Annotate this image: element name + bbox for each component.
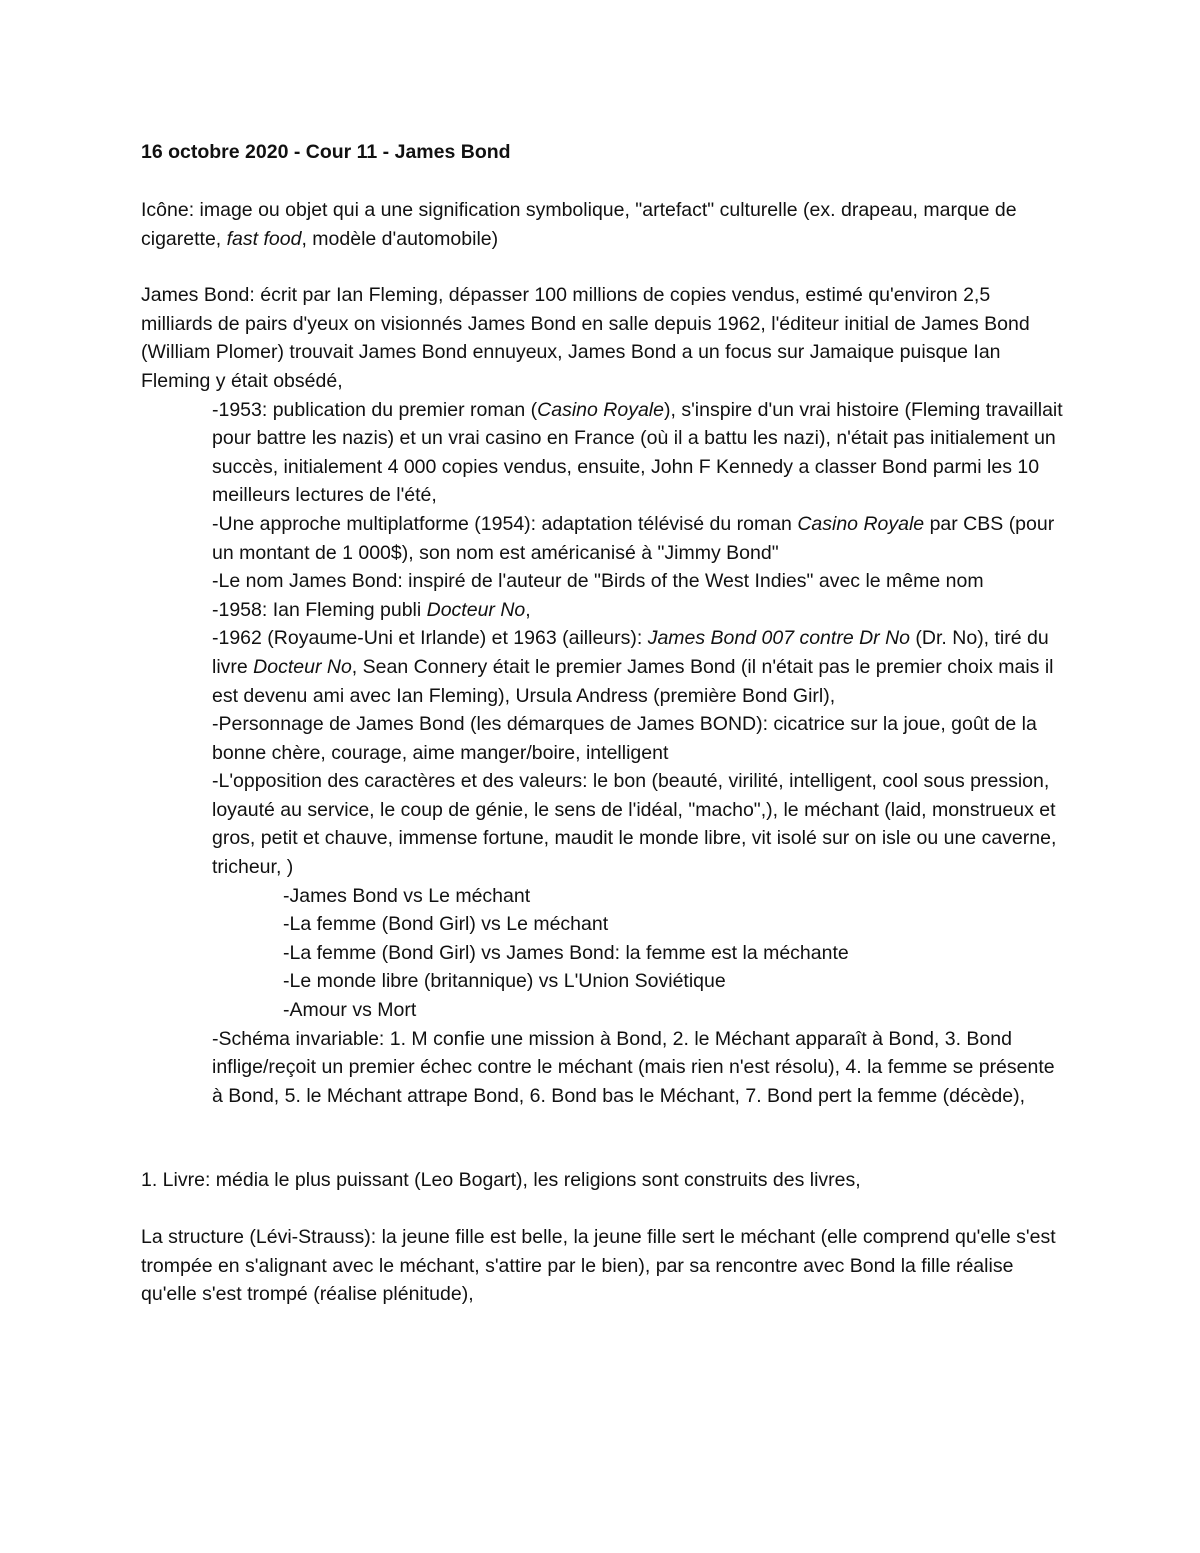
item-1962-text-c: (Dr. No), tiré du livre	[212, 627, 1049, 678]
sub-item: -Le monde libre (britannique) vs L'Union Soviétique	[283, 970, 726, 993]
item-1953-text-a: -1953: publication du premier roman (	[212, 398, 538, 421]
item-1962-italic-film: James Bond 007 contre Dr No	[647, 627, 911, 650]
icone-italic: fast food	[226, 227, 302, 250]
item-1958-text-a: -1958: Ian Fleming publi	[212, 598, 427, 621]
structure-paragraph: La structure (Lévi-Strauss): la jeune fille est belle, la jeune fille sert le méchant (elle comprend qu'elle s'est trompée en s'alignant avec le méchant, s'attire par le bien), par sa rencontre avec Bond la fille réalise qu'elle s'est trompé (réalise plénitude),	[141, 1226, 1056, 1306]
item-multiplatforme	[212, 510, 1066, 567]
icone-text-1: Icône: image ou objet qui a une signification symbolique, "artefact" culturelle (ex. drapeau, marque de cigarette,	[141, 199, 1017, 250]
icone-text-2: , modèle d'automobile)	[301, 227, 499, 250]
sub-item: -James Bond vs Le méchant	[283, 884, 531, 907]
item-multi-text-a: -Une approche multiplatforme (1954): adaptation télévisé du roman	[212, 512, 798, 535]
item-schema: -Schéma invariable: 1. M confie une mission à Bond, 2. le Méchant apparaît à Bond, 3. Bond inflige/reçoit un premier échec contre le méchant (mais rien n'est résolu), 4. la femme se présente à Bond, 5. le Méchant attrape Bond, 6. Bond bas le Méchant, 7. Bond pert la femme (décède),	[212, 1027, 1055, 1107]
item-1953	[212, 396, 1066, 510]
item-multi-italic: Casino Royale	[797, 512, 925, 535]
item-1962-text-e: , Sean Connery était le premier James Bond (il n'était pas le premier choix mais il est devenu ami avec Ian Fleming), Ursula Andress (première Bond Girl),	[212, 655, 1054, 707]
item-1958-text-c: ,	[525, 598, 531, 621]
icone-definition	[141, 196, 1066, 253]
james-bond-intro: James Bond: écrit par Ian Fleming, dépasser 100 millions de copies vendus, estimé qu'environ 2,5 milliards de pairs d'yeux on visionnés James Bond en salle depuis 1962, l'éditeur initial de James Bond (William Plomer) trouvait James Bond ennuyeux, James Bond a un focus sur Jamaique puisque Ian Fleming y était obsédé,	[141, 284, 1030, 392]
item-nom: -Le nom James Bond: inspiré de l'auteur de "Birds of the West Indies" avec le même nom	[212, 570, 984, 593]
item-opposition: -L'opposition des caractères et des valeurs: le bon (beauté, virilité, intelligent, cool sous pression, loyauté au service, le coup de génie, le sens de l'idéal, "macho",), le méchant (laid, monstrueux et gros, petit et chauve, immense fortune, maudit le monde libre, vit isolé sur on isle ou une caverne, tricheur, )	[212, 770, 1057, 879]
sub-item: -La femme (Bond Girl) vs Le méchant	[283, 913, 609, 936]
item-1962	[212, 624, 1066, 710]
sub-item: -La femme (Bond Girl) vs James Bond: la femme est la méchante	[283, 941, 849, 964]
item-multi-text-c: par CBS (pour un montant de 1 000$), son nom est américanisé à "Jimmy Bond"	[212, 512, 1055, 564]
item-1958	[212, 596, 1066, 625]
item-1962-italic-book: Docteur No	[253, 655, 352, 678]
document-page	[141, 138, 1066, 1309]
item-1953-text-c: ), s'inspire d'un vrai histoire (Fleming travaillait pour battre les nazis) et un vrai casino en France (où il a battu les nazi), n'était pas initialement un succès, initialement 4 000 copies vendus, ensuite, John F Kennedy a classer Bond parmi les 10 meilleurs lectures de l'été,	[212, 398, 1063, 507]
livre-paragraph: 1. Livre: média le plus puissant (Leo Bogart), les religions sont construits des livres,	[141, 1169, 861, 1192]
item-1953-italic: Casino Royale	[537, 398, 664, 421]
item-personnage: -Personnage de James Bond (les démarques de James BOND): cicatrice sur la joue, goût de la bonne chère, courage, aime manger/boire, intelligent	[212, 713, 1037, 764]
item-1958-italic: Docteur No	[426, 598, 526, 621]
sub-item: -Amour vs Mort	[283, 999, 417, 1022]
page-title: 16 octobre 2020 - Cour 11 - James Bond	[141, 141, 511, 163]
item-1962-text-a: -1962 (Royaume-Uni et Irlande) et 1963 (ailleurs):	[212, 627, 648, 650]
